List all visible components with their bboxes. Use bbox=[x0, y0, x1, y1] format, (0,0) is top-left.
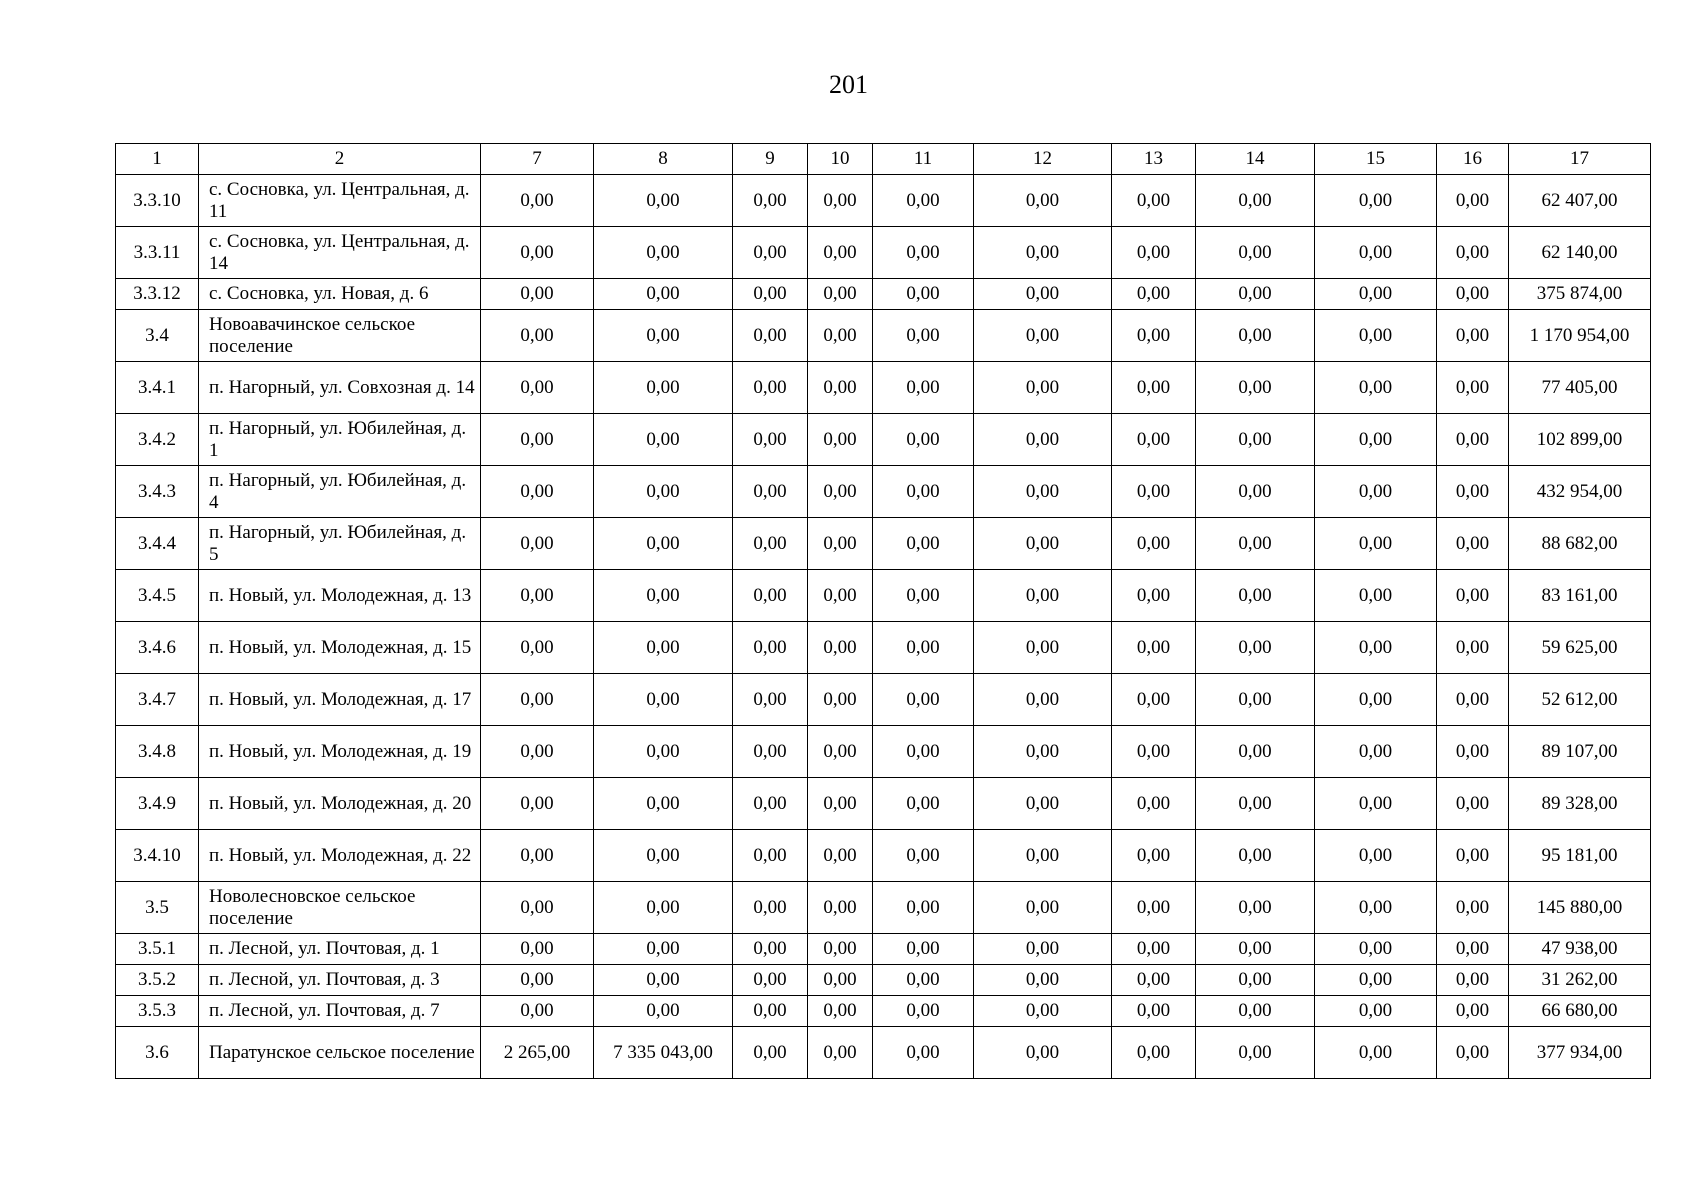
value-cell: 0,00 bbox=[1196, 674, 1315, 726]
value-cell: 0,00 bbox=[873, 778, 974, 830]
value-cell: 0,00 bbox=[733, 279, 808, 310]
row-name-cell: п. Новый, ул. Молодежная, д. 22 bbox=[199, 830, 481, 882]
value-cell: 7 335 043,00 bbox=[594, 1027, 733, 1079]
value-cell: 0,00 bbox=[974, 965, 1112, 996]
row-name-cell: Новолесновское сельское поселение bbox=[199, 882, 481, 934]
value-cell: 77 405,00 bbox=[1509, 362, 1651, 414]
value-cell: 0,00 bbox=[974, 518, 1112, 570]
value-cell: 0,00 bbox=[1315, 882, 1437, 934]
row-name-cell: Паратунское сельское поселение bbox=[199, 1027, 481, 1079]
column-header-6: 10 bbox=[808, 144, 873, 175]
value-cell: 0,00 bbox=[481, 414, 594, 466]
value-cell: 0,00 bbox=[1112, 882, 1196, 934]
value-cell: 0,00 bbox=[873, 227, 974, 279]
value-cell: 2 265,00 bbox=[481, 1027, 594, 1079]
value-cell: 0,00 bbox=[808, 570, 873, 622]
value-cell: 0,00 bbox=[1112, 227, 1196, 279]
value-cell: 0,00 bbox=[1437, 882, 1509, 934]
value-cell: 0,00 bbox=[974, 934, 1112, 965]
value-cell: 0,00 bbox=[1196, 726, 1315, 778]
column-header-7: 11 bbox=[873, 144, 974, 175]
value-cell: 0,00 bbox=[974, 414, 1112, 466]
row-name-cell: п. Лесной, ул. Почтовая, д. 3 bbox=[199, 965, 481, 996]
value-cell: 0,00 bbox=[1315, 362, 1437, 414]
row-code-cell: 3.3.10 bbox=[116, 175, 199, 227]
value-cell: 0,00 bbox=[481, 778, 594, 830]
value-cell: 0,00 bbox=[1437, 466, 1509, 518]
row-code-cell: 3.4.8 bbox=[116, 726, 199, 778]
value-cell: 0,00 bbox=[808, 279, 873, 310]
column-header-1: 1 bbox=[116, 144, 199, 175]
row-code-cell: 3.5 bbox=[116, 882, 199, 934]
value-cell: 0,00 bbox=[808, 674, 873, 726]
value-cell: 0,00 bbox=[1437, 965, 1509, 996]
value-cell: 0,00 bbox=[1315, 622, 1437, 674]
table-row bbox=[116, 279, 1651, 310]
value-cell: 0,00 bbox=[1437, 414, 1509, 466]
value-cell: 0,00 bbox=[873, 996, 974, 1027]
value-cell: 0,00 bbox=[594, 830, 733, 882]
value-cell: 0,00 bbox=[481, 310, 594, 362]
row-name-cell: п. Лесной, ул. Почтовая, д. 7 bbox=[199, 996, 481, 1027]
value-cell: 0,00 bbox=[1315, 1027, 1437, 1079]
value-cell: 62 140,00 bbox=[1509, 227, 1651, 279]
row-code-cell: 3.4 bbox=[116, 310, 199, 362]
value-cell: 0,00 bbox=[808, 518, 873, 570]
value-cell: 52 612,00 bbox=[1509, 674, 1651, 726]
value-cell: 0,00 bbox=[873, 726, 974, 778]
data-table bbox=[115, 143, 1651, 1079]
value-cell: 0,00 bbox=[733, 466, 808, 518]
value-cell: 0,00 bbox=[594, 674, 733, 726]
value-cell: 0,00 bbox=[1315, 466, 1437, 518]
table-row bbox=[116, 466, 1651, 518]
value-cell: 31 262,00 bbox=[1509, 965, 1651, 996]
value-cell: 0,00 bbox=[974, 726, 1112, 778]
column-header-8: 12 bbox=[974, 144, 1112, 175]
column-header-11: 15 bbox=[1315, 144, 1437, 175]
value-cell: 0,00 bbox=[594, 362, 733, 414]
value-cell: 0,00 bbox=[1112, 996, 1196, 1027]
row-code-cell: 3.4.1 bbox=[116, 362, 199, 414]
value-cell: 83 161,00 bbox=[1509, 570, 1651, 622]
value-cell: 0,00 bbox=[733, 414, 808, 466]
value-cell: 0,00 bbox=[733, 934, 808, 965]
value-cell: 1 170 954,00 bbox=[1509, 310, 1651, 362]
value-cell: 0,00 bbox=[873, 175, 974, 227]
value-cell: 62 407,00 bbox=[1509, 175, 1651, 227]
value-cell: 0,00 bbox=[1112, 622, 1196, 674]
value-cell: 0,00 bbox=[1196, 830, 1315, 882]
row-name-cell: п. Нагорный, ул. Юбилейная, д. 5 bbox=[199, 518, 481, 570]
value-cell: 0,00 bbox=[1196, 570, 1315, 622]
column-header-9: 13 bbox=[1112, 144, 1196, 175]
value-cell: 0,00 bbox=[1315, 279, 1437, 310]
value-cell: 0,00 bbox=[1437, 622, 1509, 674]
value-cell: 0,00 bbox=[1196, 778, 1315, 830]
value-cell: 0,00 bbox=[974, 778, 1112, 830]
value-cell: 0,00 bbox=[481, 362, 594, 414]
value-cell: 0,00 bbox=[1437, 934, 1509, 965]
table-header bbox=[116, 144, 1651, 175]
value-cell: 0,00 bbox=[873, 934, 974, 965]
value-cell: 0,00 bbox=[481, 996, 594, 1027]
value-cell: 0,00 bbox=[733, 310, 808, 362]
row-name-cell: с. Сосновка, ул. Новая, д. 6 bbox=[199, 279, 481, 310]
value-cell: 0,00 bbox=[733, 778, 808, 830]
value-cell: 0,00 bbox=[1112, 570, 1196, 622]
value-cell: 0,00 bbox=[594, 466, 733, 518]
table-row bbox=[116, 726, 1651, 778]
value-cell: 0,00 bbox=[1315, 830, 1437, 882]
row-name-cell: с. Сосновка, ул. Центральная, д. 14 bbox=[199, 227, 481, 279]
value-cell: 0,00 bbox=[481, 934, 594, 965]
value-cell: 0,00 bbox=[481, 518, 594, 570]
value-cell: 0,00 bbox=[481, 227, 594, 279]
value-cell: 0,00 bbox=[481, 726, 594, 778]
value-cell: 0,00 bbox=[1437, 175, 1509, 227]
value-cell: 0,00 bbox=[1315, 310, 1437, 362]
value-cell: 66 680,00 bbox=[1509, 996, 1651, 1027]
value-cell: 0,00 bbox=[1112, 934, 1196, 965]
value-cell: 0,00 bbox=[1196, 227, 1315, 279]
value-cell: 0,00 bbox=[594, 622, 733, 674]
row-code-cell: 3.3.11 bbox=[116, 227, 199, 279]
value-cell: 0,00 bbox=[1315, 778, 1437, 830]
value-cell: 0,00 bbox=[1437, 362, 1509, 414]
value-cell: 0,00 bbox=[974, 570, 1112, 622]
row-code-cell: 3.3.12 bbox=[116, 279, 199, 310]
value-cell: 0,00 bbox=[733, 570, 808, 622]
value-cell: 0,00 bbox=[1112, 830, 1196, 882]
value-cell: 0,00 bbox=[481, 570, 594, 622]
value-cell: 0,00 bbox=[1437, 227, 1509, 279]
value-cell: 0,00 bbox=[1196, 934, 1315, 965]
table-row bbox=[116, 674, 1651, 726]
row-code-cell: 3.4.7 bbox=[116, 674, 199, 726]
value-cell: 0,00 bbox=[1437, 310, 1509, 362]
value-cell: 0,00 bbox=[974, 830, 1112, 882]
value-cell: 0,00 bbox=[1196, 175, 1315, 227]
table-row bbox=[116, 934, 1651, 965]
row-name-cell: п. Новый, ул. Молодежная, д. 15 bbox=[199, 622, 481, 674]
value-cell: 0,00 bbox=[594, 279, 733, 310]
header-row bbox=[116, 144, 1651, 175]
value-cell: 0,00 bbox=[733, 674, 808, 726]
table-row bbox=[116, 1027, 1651, 1079]
row-code-cell: 3.4.5 bbox=[116, 570, 199, 622]
row-name-cell: п. Новый, ул. Молодежная, д. 19 bbox=[199, 726, 481, 778]
value-cell: 0,00 bbox=[481, 830, 594, 882]
value-cell: 0,00 bbox=[733, 622, 808, 674]
row-code-cell: 3.6 bbox=[116, 1027, 199, 1079]
column-header-4: 8 bbox=[594, 144, 733, 175]
value-cell: 0,00 bbox=[873, 1027, 974, 1079]
column-header-5: 9 bbox=[733, 144, 808, 175]
value-cell: 0,00 bbox=[1315, 175, 1437, 227]
table-row bbox=[116, 518, 1651, 570]
value-cell: 0,00 bbox=[1437, 830, 1509, 882]
value-cell: 0,00 bbox=[1112, 279, 1196, 310]
value-cell: 0,00 bbox=[808, 882, 873, 934]
value-cell: 95 181,00 bbox=[1509, 830, 1651, 882]
row-code-cell: 3.4.9 bbox=[116, 778, 199, 830]
value-cell: 0,00 bbox=[1112, 362, 1196, 414]
value-cell: 377 934,00 bbox=[1509, 1027, 1651, 1079]
row-code-cell: 3.4.3 bbox=[116, 466, 199, 518]
value-cell: 0,00 bbox=[594, 310, 733, 362]
row-code-cell: 3.5.1 bbox=[116, 934, 199, 965]
value-cell: 0,00 bbox=[1196, 518, 1315, 570]
value-cell: 89 328,00 bbox=[1509, 778, 1651, 830]
value-cell: 0,00 bbox=[1315, 674, 1437, 726]
row-code-cell: 3.4.6 bbox=[116, 622, 199, 674]
value-cell: 0,00 bbox=[481, 622, 594, 674]
value-cell: 0,00 bbox=[733, 1027, 808, 1079]
value-cell: 0,00 bbox=[1437, 778, 1509, 830]
value-cell: 0,00 bbox=[733, 518, 808, 570]
value-cell: 0,00 bbox=[1315, 934, 1437, 965]
value-cell: 0,00 bbox=[733, 882, 808, 934]
row-name-cell: п. Новый, ул. Молодежная, д. 17 bbox=[199, 674, 481, 726]
value-cell: 0,00 bbox=[873, 882, 974, 934]
value-cell: 0,00 bbox=[873, 622, 974, 674]
table-row bbox=[116, 778, 1651, 830]
value-cell: 0,00 bbox=[974, 882, 1112, 934]
value-cell: 0,00 bbox=[873, 518, 974, 570]
row-name-cell: п. Нагорный, ул. Юбилейная, д. 4 bbox=[199, 466, 481, 518]
table-row bbox=[116, 622, 1651, 674]
value-cell: 59 625,00 bbox=[1509, 622, 1651, 674]
value-cell: 0,00 bbox=[873, 466, 974, 518]
value-cell: 0,00 bbox=[594, 726, 733, 778]
page-number: 201 bbox=[829, 70, 868, 99]
value-cell: 0,00 bbox=[808, 310, 873, 362]
column-header-10: 14 bbox=[1196, 144, 1315, 175]
value-cell: 0,00 bbox=[808, 934, 873, 965]
value-cell: 0,00 bbox=[808, 965, 873, 996]
row-code-cell: 3.5.2 bbox=[116, 965, 199, 996]
value-cell: 0,00 bbox=[1112, 466, 1196, 518]
table-row bbox=[116, 175, 1651, 227]
value-cell: 0,00 bbox=[1315, 227, 1437, 279]
row-code-cell: 3.5.3 bbox=[116, 996, 199, 1027]
column-header-3: 7 bbox=[481, 144, 594, 175]
column-header-2: 2 bbox=[199, 144, 481, 175]
value-cell: 102 899,00 bbox=[1509, 414, 1651, 466]
table-row bbox=[116, 570, 1651, 622]
value-cell: 0,00 bbox=[1315, 414, 1437, 466]
table-row bbox=[116, 227, 1651, 279]
value-cell: 0,00 bbox=[1112, 1027, 1196, 1079]
value-cell: 0,00 bbox=[1196, 1027, 1315, 1079]
table-row bbox=[116, 310, 1651, 362]
value-cell: 0,00 bbox=[808, 175, 873, 227]
column-header-12: 16 bbox=[1437, 144, 1509, 175]
value-cell: 0,00 bbox=[594, 518, 733, 570]
value-cell: 0,00 bbox=[733, 965, 808, 996]
value-cell: 0,00 bbox=[808, 466, 873, 518]
value-cell: 0,00 bbox=[974, 310, 1112, 362]
value-cell: 0,00 bbox=[873, 414, 974, 466]
value-cell: 0,00 bbox=[481, 965, 594, 996]
value-cell: 0,00 bbox=[873, 279, 974, 310]
value-cell: 0,00 bbox=[1112, 175, 1196, 227]
value-cell: 0,00 bbox=[974, 466, 1112, 518]
row-name-cell: п. Новый, ул. Молодежная, д. 13 bbox=[199, 570, 481, 622]
table-row bbox=[116, 996, 1651, 1027]
value-cell: 0,00 bbox=[808, 622, 873, 674]
table-row bbox=[116, 830, 1651, 882]
value-cell: 0,00 bbox=[481, 279, 594, 310]
value-cell: 0,00 bbox=[481, 175, 594, 227]
value-cell: 0,00 bbox=[808, 830, 873, 882]
value-cell: 0,00 bbox=[481, 466, 594, 518]
value-cell: 0,00 bbox=[873, 570, 974, 622]
table-row bbox=[116, 882, 1651, 934]
value-cell: 432 954,00 bbox=[1509, 466, 1651, 518]
value-cell: 0,00 bbox=[1112, 965, 1196, 996]
value-cell: 0,00 bbox=[1112, 414, 1196, 466]
value-cell: 0,00 bbox=[1315, 965, 1437, 996]
value-cell: 0,00 bbox=[974, 1027, 1112, 1079]
value-cell: 0,00 bbox=[594, 996, 733, 1027]
value-cell: 89 107,00 bbox=[1509, 726, 1651, 778]
value-cell: 0,00 bbox=[1437, 996, 1509, 1027]
value-cell: 0,00 bbox=[873, 310, 974, 362]
value-cell: 0,00 bbox=[1437, 674, 1509, 726]
value-cell: 0,00 bbox=[974, 996, 1112, 1027]
value-cell: 0,00 bbox=[594, 570, 733, 622]
value-cell: 0,00 bbox=[733, 830, 808, 882]
value-cell: 0,00 bbox=[1437, 518, 1509, 570]
value-cell: 0,00 bbox=[974, 622, 1112, 674]
value-cell: 0,00 bbox=[1196, 882, 1315, 934]
value-cell: 0,00 bbox=[1196, 279, 1315, 310]
row-name-cell: п. Нагорный, ул. Совхозная д. 14 bbox=[199, 362, 481, 414]
value-cell: 0,00 bbox=[594, 778, 733, 830]
value-cell: 0,00 bbox=[594, 227, 733, 279]
value-cell: 0,00 bbox=[733, 362, 808, 414]
value-cell: 375 874,00 bbox=[1509, 279, 1651, 310]
row-name-cell: п. Лесной, ул. Почтовая, д. 1 bbox=[199, 934, 481, 965]
value-cell: 0,00 bbox=[1437, 570, 1509, 622]
row-code-cell: 3.4.4 bbox=[116, 518, 199, 570]
value-cell: 0,00 bbox=[808, 414, 873, 466]
value-cell: 0,00 bbox=[1112, 674, 1196, 726]
value-cell: 0,00 bbox=[1112, 778, 1196, 830]
value-cell: 0,00 bbox=[594, 414, 733, 466]
value-cell: 0,00 bbox=[1196, 414, 1315, 466]
row-code-cell: 3.4.2 bbox=[116, 414, 199, 466]
value-cell: 0,00 bbox=[873, 674, 974, 726]
value-cell: 88 682,00 bbox=[1509, 518, 1651, 570]
value-cell: 0,00 bbox=[974, 674, 1112, 726]
value-cell: 0,00 bbox=[974, 227, 1112, 279]
value-cell: 0,00 bbox=[733, 175, 808, 227]
value-cell: 0,00 bbox=[873, 830, 974, 882]
value-cell: 0,00 bbox=[808, 996, 873, 1027]
value-cell: 0,00 bbox=[1437, 279, 1509, 310]
value-cell: 0,00 bbox=[481, 674, 594, 726]
value-cell: 0,00 bbox=[974, 279, 1112, 310]
value-cell: 0,00 bbox=[733, 227, 808, 279]
value-cell: 0,00 bbox=[594, 175, 733, 227]
table-body bbox=[116, 175, 1651, 1079]
value-cell: 0,00 bbox=[873, 965, 974, 996]
value-cell: 0,00 bbox=[1196, 466, 1315, 518]
value-cell: 0,00 bbox=[594, 934, 733, 965]
value-cell: 0,00 bbox=[974, 362, 1112, 414]
value-cell: 0,00 bbox=[481, 882, 594, 934]
column-header-13: 17 bbox=[1509, 144, 1651, 175]
value-cell: 0,00 bbox=[808, 227, 873, 279]
value-cell: 0,00 bbox=[1315, 996, 1437, 1027]
value-cell: 0,00 bbox=[1112, 518, 1196, 570]
value-cell: 0,00 bbox=[808, 362, 873, 414]
row-name-cell: п. Нагорный, ул. Юбилейная, д. 1 bbox=[199, 414, 481, 466]
value-cell: 0,00 bbox=[1437, 1027, 1509, 1079]
table-row bbox=[116, 965, 1651, 996]
value-cell: 0,00 bbox=[1315, 726, 1437, 778]
value-cell: 0,00 bbox=[733, 726, 808, 778]
value-cell: 0,00 bbox=[1196, 622, 1315, 674]
value-cell: 0,00 bbox=[873, 362, 974, 414]
value-cell: 0,00 bbox=[1315, 570, 1437, 622]
table-row bbox=[116, 414, 1651, 466]
value-cell: 0,00 bbox=[1196, 310, 1315, 362]
value-cell: 0,00 bbox=[1112, 726, 1196, 778]
value-cell: 0,00 bbox=[1112, 310, 1196, 362]
value-cell: 0,00 bbox=[1196, 996, 1315, 1027]
row-name-cell: п. Новый, ул. Молодежная, д. 20 bbox=[199, 778, 481, 830]
value-cell: 0,00 bbox=[1315, 518, 1437, 570]
value-cell: 0,00 bbox=[1196, 965, 1315, 996]
table-row bbox=[116, 362, 1651, 414]
value-cell: 47 938,00 bbox=[1509, 934, 1651, 965]
row-name-cell: Новоавачинское сельское поселение bbox=[199, 310, 481, 362]
value-cell: 145 880,00 bbox=[1509, 882, 1651, 934]
value-cell: 0,00 bbox=[974, 175, 1112, 227]
row-name-cell: с. Сосновка, ул. Центральная, д. 11 bbox=[199, 175, 481, 227]
value-cell: 0,00 bbox=[808, 726, 873, 778]
value-cell: 0,00 bbox=[1196, 362, 1315, 414]
value-cell: 0,00 bbox=[594, 882, 733, 934]
value-cell: 0,00 bbox=[594, 965, 733, 996]
value-cell: 0,00 bbox=[808, 1027, 873, 1079]
value-cell: 0,00 bbox=[733, 996, 808, 1027]
row-code-cell: 3.4.10 bbox=[116, 830, 199, 882]
value-cell: 0,00 bbox=[808, 778, 873, 830]
value-cell: 0,00 bbox=[1437, 726, 1509, 778]
